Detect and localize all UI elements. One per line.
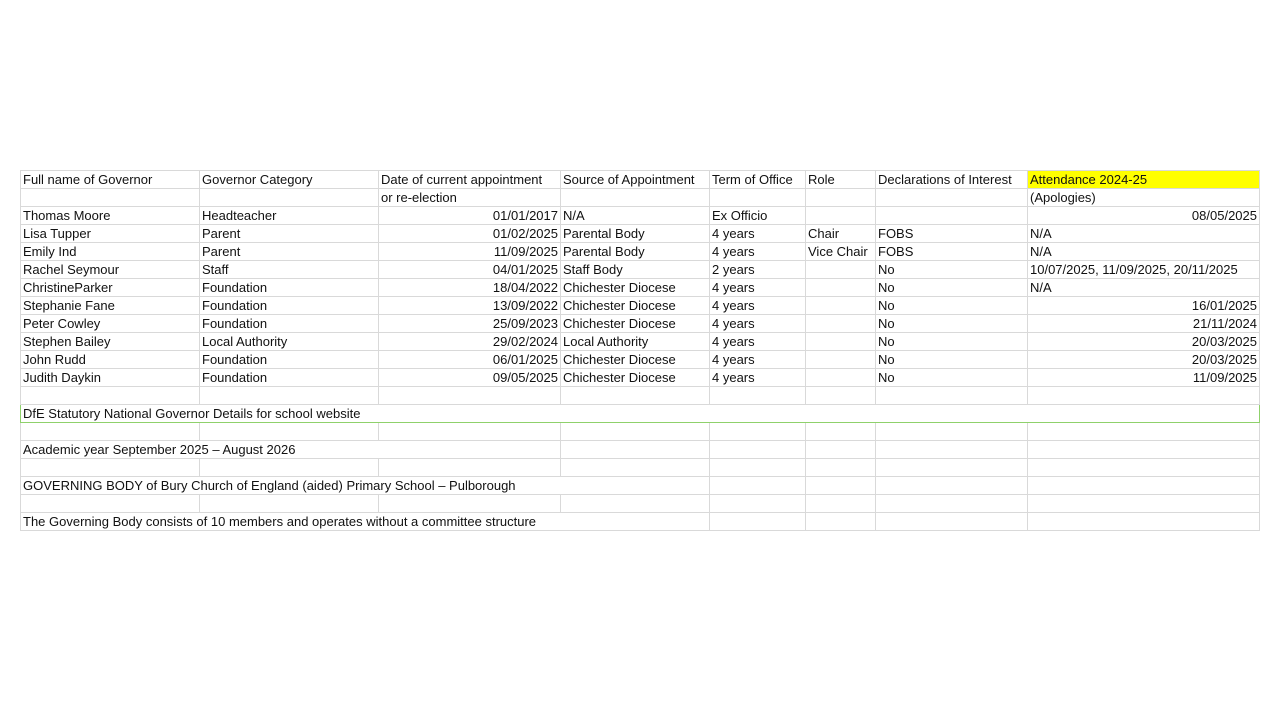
cell-source[interactable]: Parental Body [561, 243, 710, 261]
note-cell[interactable]: DfE Statutory National Governor Details for school website [21, 405, 1260, 423]
cell-attendance[interactable]: 11/09/2025 [1028, 369, 1260, 387]
cell[interactable] [710, 189, 806, 207]
cell-interest[interactable]: No [876, 297, 1028, 315]
empty-row [21, 387, 1260, 405]
cell-date[interactable]: 11/09/2025 [379, 243, 561, 261]
cell-interest[interactable] [876, 207, 1028, 225]
cell[interactable] [876, 189, 1028, 207]
cell[interactable] [379, 387, 561, 405]
cell[interactable] [710, 441, 806, 459]
cell-term[interactable]: 4 years [710, 297, 806, 315]
cell-source[interactable]: Chichester Diocese [561, 279, 710, 297]
cell-category[interactable]: Parent [200, 225, 379, 243]
cell[interactable] [710, 513, 806, 531]
cell-date[interactable]: 29/02/2024 [379, 333, 561, 351]
cell[interactable] [200, 189, 379, 207]
cell[interactable] [806, 189, 876, 207]
cell[interactable] [200, 387, 379, 405]
cell-attendance[interactable]: N/A [1028, 279, 1260, 297]
cell[interactable] [806, 441, 876, 459]
cell[interactable] [200, 423, 379, 441]
cell-interest[interactable]: No [876, 261, 1028, 279]
cell[interactable] [1028, 477, 1260, 495]
cell-term[interactable]: 2 years [710, 261, 806, 279]
cell-name[interactable]: Stephen Bailey [21, 333, 200, 351]
empty-row [21, 459, 1260, 477]
cell-role[interactable] [806, 207, 876, 225]
cell[interactable] [806, 423, 876, 441]
cell-name[interactable]: Peter Cowley [21, 315, 200, 333]
table-row [21, 243, 1260, 261]
cell-attendance[interactable]: 08/05/2025 [1028, 207, 1260, 225]
header-cell[interactable]: Governor Category [200, 171, 379, 189]
cell-category[interactable]: Foundation [200, 315, 379, 333]
cell[interactable] [710, 423, 806, 441]
cell-role[interactable] [806, 333, 876, 351]
cell[interactable] [876, 459, 1028, 477]
cell[interactable] [806, 495, 876, 513]
note-row [21, 477, 1260, 495]
cell[interactable] [379, 423, 561, 441]
cell[interactable] [561, 441, 710, 459]
header-cell[interactable]: Role [806, 171, 876, 189]
cell-interest[interactable]: No [876, 279, 1028, 297]
cell-name[interactable]: Judith Daykin [21, 369, 200, 387]
empty-row [21, 423, 1260, 441]
cell[interactable] [806, 387, 876, 405]
empty-row [21, 495, 1260, 513]
cell-date[interactable]: 06/01/2025 [379, 351, 561, 369]
cell-attendance[interactable]: N/A [1028, 225, 1260, 243]
subheader-cell[interactable]: (Apologies) [1028, 189, 1260, 207]
cell[interactable] [876, 423, 1028, 441]
cell[interactable] [710, 387, 806, 405]
cell-interest[interactable]: FOBS [876, 225, 1028, 243]
cell-role[interactable] [806, 261, 876, 279]
cell-term[interactable]: 4 years [710, 315, 806, 333]
cell-role[interactable] [806, 279, 876, 297]
subheader-row [21, 189, 1260, 207]
cell-role[interactable] [806, 297, 876, 315]
cell-name[interactable]: Stephanie Fane [21, 297, 200, 315]
table-row [21, 333, 1260, 351]
note-cell[interactable]: Academic year September 2025 – August 2026 [21, 441, 561, 459]
cell[interactable] [21, 459, 200, 477]
cell[interactable] [21, 495, 200, 513]
cell-date[interactable]: 13/09/2022 [379, 297, 561, 315]
cell-interest[interactable]: FOBS [876, 243, 1028, 261]
cell-attendance[interactable]: 10/07/2025, 11/09/2025, 20/11/2025 [1028, 261, 1260, 279]
cell[interactable] [1028, 423, 1260, 441]
note-row [21, 405, 1260, 423]
cell-category[interactable]: Headteacher [200, 207, 379, 225]
cell-attendance[interactable]: 20/03/2025 [1028, 351, 1260, 369]
cell-term[interactable]: 4 years [710, 369, 806, 387]
cell-role[interactable]: Chair [806, 225, 876, 243]
cell-source[interactable]: Parental Body [561, 225, 710, 243]
cell-interest[interactable]: No [876, 333, 1028, 351]
cell-source[interactable]: Chichester Diocese [561, 297, 710, 315]
cell-source[interactable]: Local Authority [561, 333, 710, 351]
cell[interactable] [200, 495, 379, 513]
header-cell[interactable]: Date of current appointment [379, 171, 561, 189]
cell-date[interactable]: 04/01/2025 [379, 261, 561, 279]
cell-category[interactable]: Foundation [200, 351, 379, 369]
cell-interest[interactable]: No [876, 315, 1028, 333]
cell-source[interactable]: Staff Body [561, 261, 710, 279]
cell-attendance[interactable]: 20/03/2025 [1028, 333, 1260, 351]
cell-term[interactable]: 4 years [710, 243, 806, 261]
header-row [21, 171, 1260, 189]
cell[interactable] [379, 495, 561, 513]
cell-name[interactable]: ChristineParker [21, 279, 200, 297]
cell[interactable] [1028, 459, 1260, 477]
cell-role[interactable] [806, 369, 876, 387]
subheader-cell[interactable]: or re-election [379, 189, 561, 207]
cell-interest[interactable]: No [876, 369, 1028, 387]
cell-category[interactable]: Foundation [200, 279, 379, 297]
cell-date[interactable]: 01/01/2017 [379, 207, 561, 225]
cell[interactable] [876, 495, 1028, 513]
note-cell[interactable]: GOVERNING BODY of Bury Church of England (aided) Primary School – Pulborough [21, 477, 710, 495]
cell[interactable] [561, 423, 710, 441]
table-row [21, 261, 1260, 279]
cell-attendance[interactable]: N/A [1028, 243, 1260, 261]
cell[interactable] [876, 513, 1028, 531]
table-row [21, 315, 1260, 333]
header-cell[interactable]: Declarations of Interest [876, 171, 1028, 189]
cell[interactable] [200, 459, 379, 477]
cell-source[interactable]: Chichester Diocese [561, 369, 710, 387]
cell-source[interactable]: Chichester Diocese [561, 351, 710, 369]
cell[interactable] [561, 387, 710, 405]
cell-role[interactable] [806, 351, 876, 369]
cell-date[interactable]: 09/05/2025 [379, 369, 561, 387]
cell-name[interactable]: John Rudd [21, 351, 200, 369]
cell-role[interactable]: Vice Chair [806, 243, 876, 261]
note-row [21, 513, 1260, 531]
cell-name[interactable]: Emily Ind [21, 243, 200, 261]
cell-term[interactable]: 4 years [710, 351, 806, 369]
table-row [21, 207, 1260, 225]
cell[interactable] [876, 441, 1028, 459]
table-row [21, 351, 1260, 369]
governor-details-table [20, 170, 1260, 531]
cell[interactable] [1028, 495, 1260, 513]
cell-date[interactable]: 18/04/2022 [379, 279, 561, 297]
cell-date[interactable]: 01/02/2025 [379, 225, 561, 243]
cell[interactable] [876, 477, 1028, 495]
cell-name[interactable]: Rachel Seymour [21, 261, 200, 279]
cell[interactable] [710, 459, 806, 477]
cell[interactable] [561, 459, 710, 477]
cell-category[interactable]: Foundation [200, 369, 379, 387]
cell[interactable] [1028, 387, 1260, 405]
cell-term[interactable]: 4 years [710, 333, 806, 351]
table-row [21, 369, 1260, 387]
cell-category[interactable]: Foundation [200, 297, 379, 315]
header-cell-attendance[interactable]: Attendance 2024-25 [1028, 171, 1260, 189]
cell[interactable] [876, 387, 1028, 405]
cell[interactable] [1028, 513, 1260, 531]
cell[interactable] [806, 477, 876, 495]
cell[interactable] [561, 189, 710, 207]
header-cell[interactable]: Source of Appointment [561, 171, 710, 189]
note-row [21, 441, 1260, 459]
cell-name[interactable]: Thomas Moore [21, 207, 200, 225]
cell-role[interactable] [806, 315, 876, 333]
cell-attendance[interactable]: 21/11/2024 [1028, 315, 1260, 333]
cell[interactable] [806, 459, 876, 477]
cell-term[interactable]: Ex Officio [710, 207, 806, 225]
note-cell[interactable]: The Governing Body consists of 10 members and operates without a committee structure [21, 513, 710, 531]
cell[interactable] [710, 495, 806, 513]
header-cell[interactable]: Term of Office [710, 171, 806, 189]
table-row [21, 279, 1260, 297]
header-cell[interactable]: Full name of Governor [21, 171, 200, 189]
table-row [21, 225, 1260, 243]
cell-attendance[interactable]: 16/01/2025 [1028, 297, 1260, 315]
cell[interactable] [21, 189, 200, 207]
cell[interactable] [1028, 441, 1260, 459]
cell-name[interactable]: Lisa Tupper [21, 225, 200, 243]
cell[interactable] [379, 459, 561, 477]
cell-source[interactable]: N/A [561, 207, 710, 225]
cell[interactable] [561, 495, 710, 513]
cell[interactable] [21, 423, 200, 441]
table-row [21, 297, 1260, 315]
cell-source[interactable]: Chichester Diocese [561, 315, 710, 333]
cell-date[interactable]: 25/09/2023 [379, 315, 561, 333]
cell[interactable] [710, 477, 806, 495]
cell-category[interactable]: Local Authority [200, 333, 379, 351]
cell-term[interactable]: 4 years [710, 279, 806, 297]
cell-category[interactable]: Parent [200, 243, 379, 261]
cell-category[interactable]: Staff [200, 261, 379, 279]
cell-interest[interactable]: No [876, 351, 1028, 369]
cell[interactable] [21, 387, 200, 405]
cell[interactable] [806, 513, 876, 531]
cell-term[interactable]: 4 years [710, 225, 806, 243]
